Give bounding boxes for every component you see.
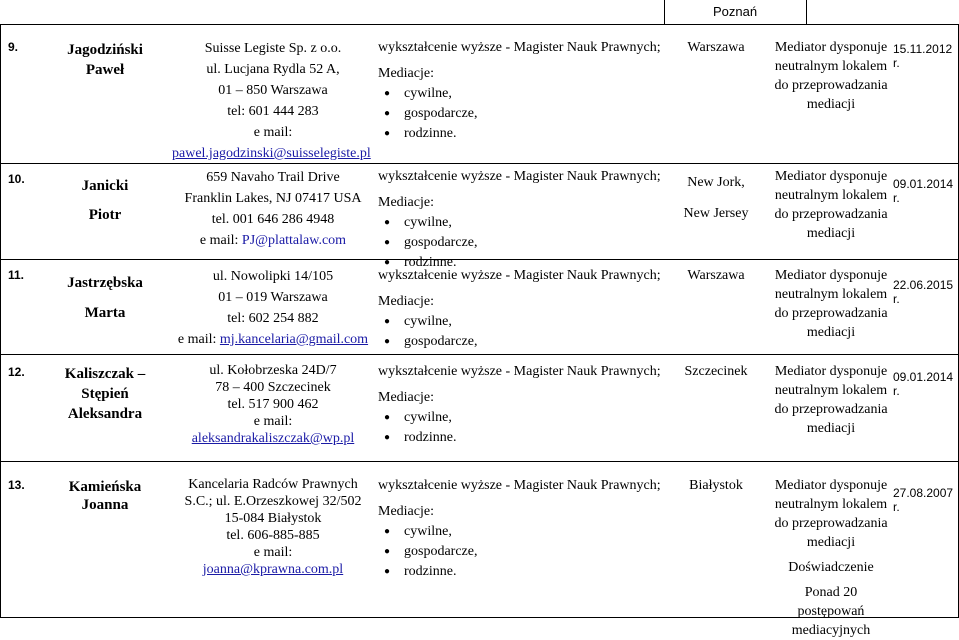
mediator-address: Kancelaria Radców Prawnych S.C.; ul. E.Orzeszkowej 32/502 15-084 Białystok tel. 606-885-885 e mail: joanna@kprawna.com.pl xyxy=(170,476,376,578)
entry-date: 09.01.2014 r. xyxy=(893,177,954,205)
mediator-address: Suisse Legiste Sp. z o.o. ul. Lucjana Rydla 52 A, 01 – 850 Warszawa tel: 601 444 283 e mail: pawel.jagodzinski@suisselegiste.pl xyxy=(168,38,378,164)
mediation-types: ● cywilne, ● gospodarcze, ● rodzinne. xyxy=(378,213,668,273)
row-number: 13. xyxy=(8,478,25,492)
header-city: Poznań xyxy=(712,4,758,19)
premises-info: Mediator dysponuje neutralnym lokalem do przeprowadzania mediacji xyxy=(774,40,888,112)
location: Warszawa xyxy=(687,40,745,55)
mediator-name: Jastrzębska Marta xyxy=(67,275,143,321)
qualifications: wykształcenie wyższe - Magister Nauk Prawnych; Mediacje: ● cywilne, ● gospodarcze, ● rodzinne. xyxy=(378,38,668,144)
email-link[interactable]: aleksandrakaliszczak@wp.pl xyxy=(191,431,355,446)
experience-info: Doświadczenie Ponad 20 postępowań mediacyjnych xyxy=(788,560,874,638)
location: Szczecinek xyxy=(684,364,748,379)
mediation-types: ● cywilne, ● rodzinne. xyxy=(378,408,668,448)
row-number: 11. xyxy=(8,268,25,282)
location: New Jork, New Jersey xyxy=(683,175,749,221)
mediator-name: Kamieńska Joanna xyxy=(68,479,142,513)
qualifications: wykształcenie wyższe - Magister Nauk Prawnych; Mediacje: ● cywilne, ● gospodarcze, xyxy=(378,266,668,352)
header-divider-right xyxy=(806,0,807,25)
entry-date: 22.06.2015 r. xyxy=(893,278,954,306)
row-number: 12. xyxy=(8,365,25,379)
entry-date: 09.01.2014 r. xyxy=(893,370,954,398)
row-divider xyxy=(0,24,959,25)
mediator-address: ul. Kołobrzeska 24D/7 78 – 400 Szczecinek tel. 517 900 462 e mail: aleksandrakaliszczak@wp.pl xyxy=(168,362,378,447)
row-divider xyxy=(0,461,959,462)
mediator-name: Jagodziński Paweł xyxy=(67,42,143,78)
header-divider-left xyxy=(664,0,665,25)
entry-date: 15.11.2012 r. xyxy=(893,42,953,70)
mediation-types: ● cywilne, ● gospodarcze, xyxy=(378,312,668,352)
premises-info: Mediator dysponuje neutralnym lokalem do przeprowadzania mediacji xyxy=(774,268,888,340)
mediator-address: 659 Navaho Trail Drive Franklin Lakes, NJ 07417 USA tel. 001 646 286 4948 e mail: PJ@plattalaw.com xyxy=(184,170,362,248)
qualifications: wykształcenie wyższe - Magister Nauk Prawnych; Mediacje: ● cywilne, ● rodzinne. xyxy=(378,362,668,448)
row-divider xyxy=(0,354,959,355)
email-link[interactable]: PJ@plattalaw.com xyxy=(241,233,347,248)
row-number: 9. xyxy=(8,40,19,54)
row-divider xyxy=(0,163,959,164)
mediator-name: Kaliszczak – Stępień Aleksandra xyxy=(64,366,146,422)
column-divider xyxy=(0,24,1,618)
premises-info: Mediator dysponuje neutralnym lokalem do przeprowadzania mediacji xyxy=(774,169,888,241)
qualifications: wykształcenie wyższe - Magister Nauk Prawnych; Mediacje: ● cywilne, ● gospodarcze, ● rodzinne. xyxy=(378,476,668,582)
premises-info: Mediator dysponuje neutralnym lokalem do przeprowadzania mediacji xyxy=(774,364,888,436)
mediator-address: ul. Nowolipki 14/105 01 – 019 Warszawa tel: 602 254 882 e mail: mj.kancelaria@gmail.com xyxy=(177,269,369,347)
entry-date: 27.08.2007 r. xyxy=(893,486,954,514)
location: Białystok xyxy=(689,478,743,493)
qualifications: wykształcenie wyższe - Magister Nauk Prawnych; Mediacje: ● cywilne, ● gospodarcze, ● rodzinne. xyxy=(378,167,668,273)
email-link[interactable]: mj.kancelaria@gmail.com xyxy=(219,332,369,347)
row-number: 10. xyxy=(8,172,25,186)
email-link[interactable]: joanna@kprawna.com.pl xyxy=(202,562,344,577)
location: Warszawa xyxy=(687,268,745,283)
mediation-types: ● cywilne, ● gospodarcze, ● rodzinne. xyxy=(378,84,668,144)
mediator-name: Janicki Piotr xyxy=(81,178,129,223)
mediation-types: ● cywilne, ● gospodarcze, ● rodzinne. xyxy=(378,522,668,582)
premises-info: Mediator dysponuje neutralnym lokalem do przeprowadzania mediacji Doświadczenie Ponad 20 postępowań mediacyjnych xyxy=(768,476,894,640)
email-link[interactable]: pawel.jagodzinski@suisselegiste.pl xyxy=(172,146,371,161)
